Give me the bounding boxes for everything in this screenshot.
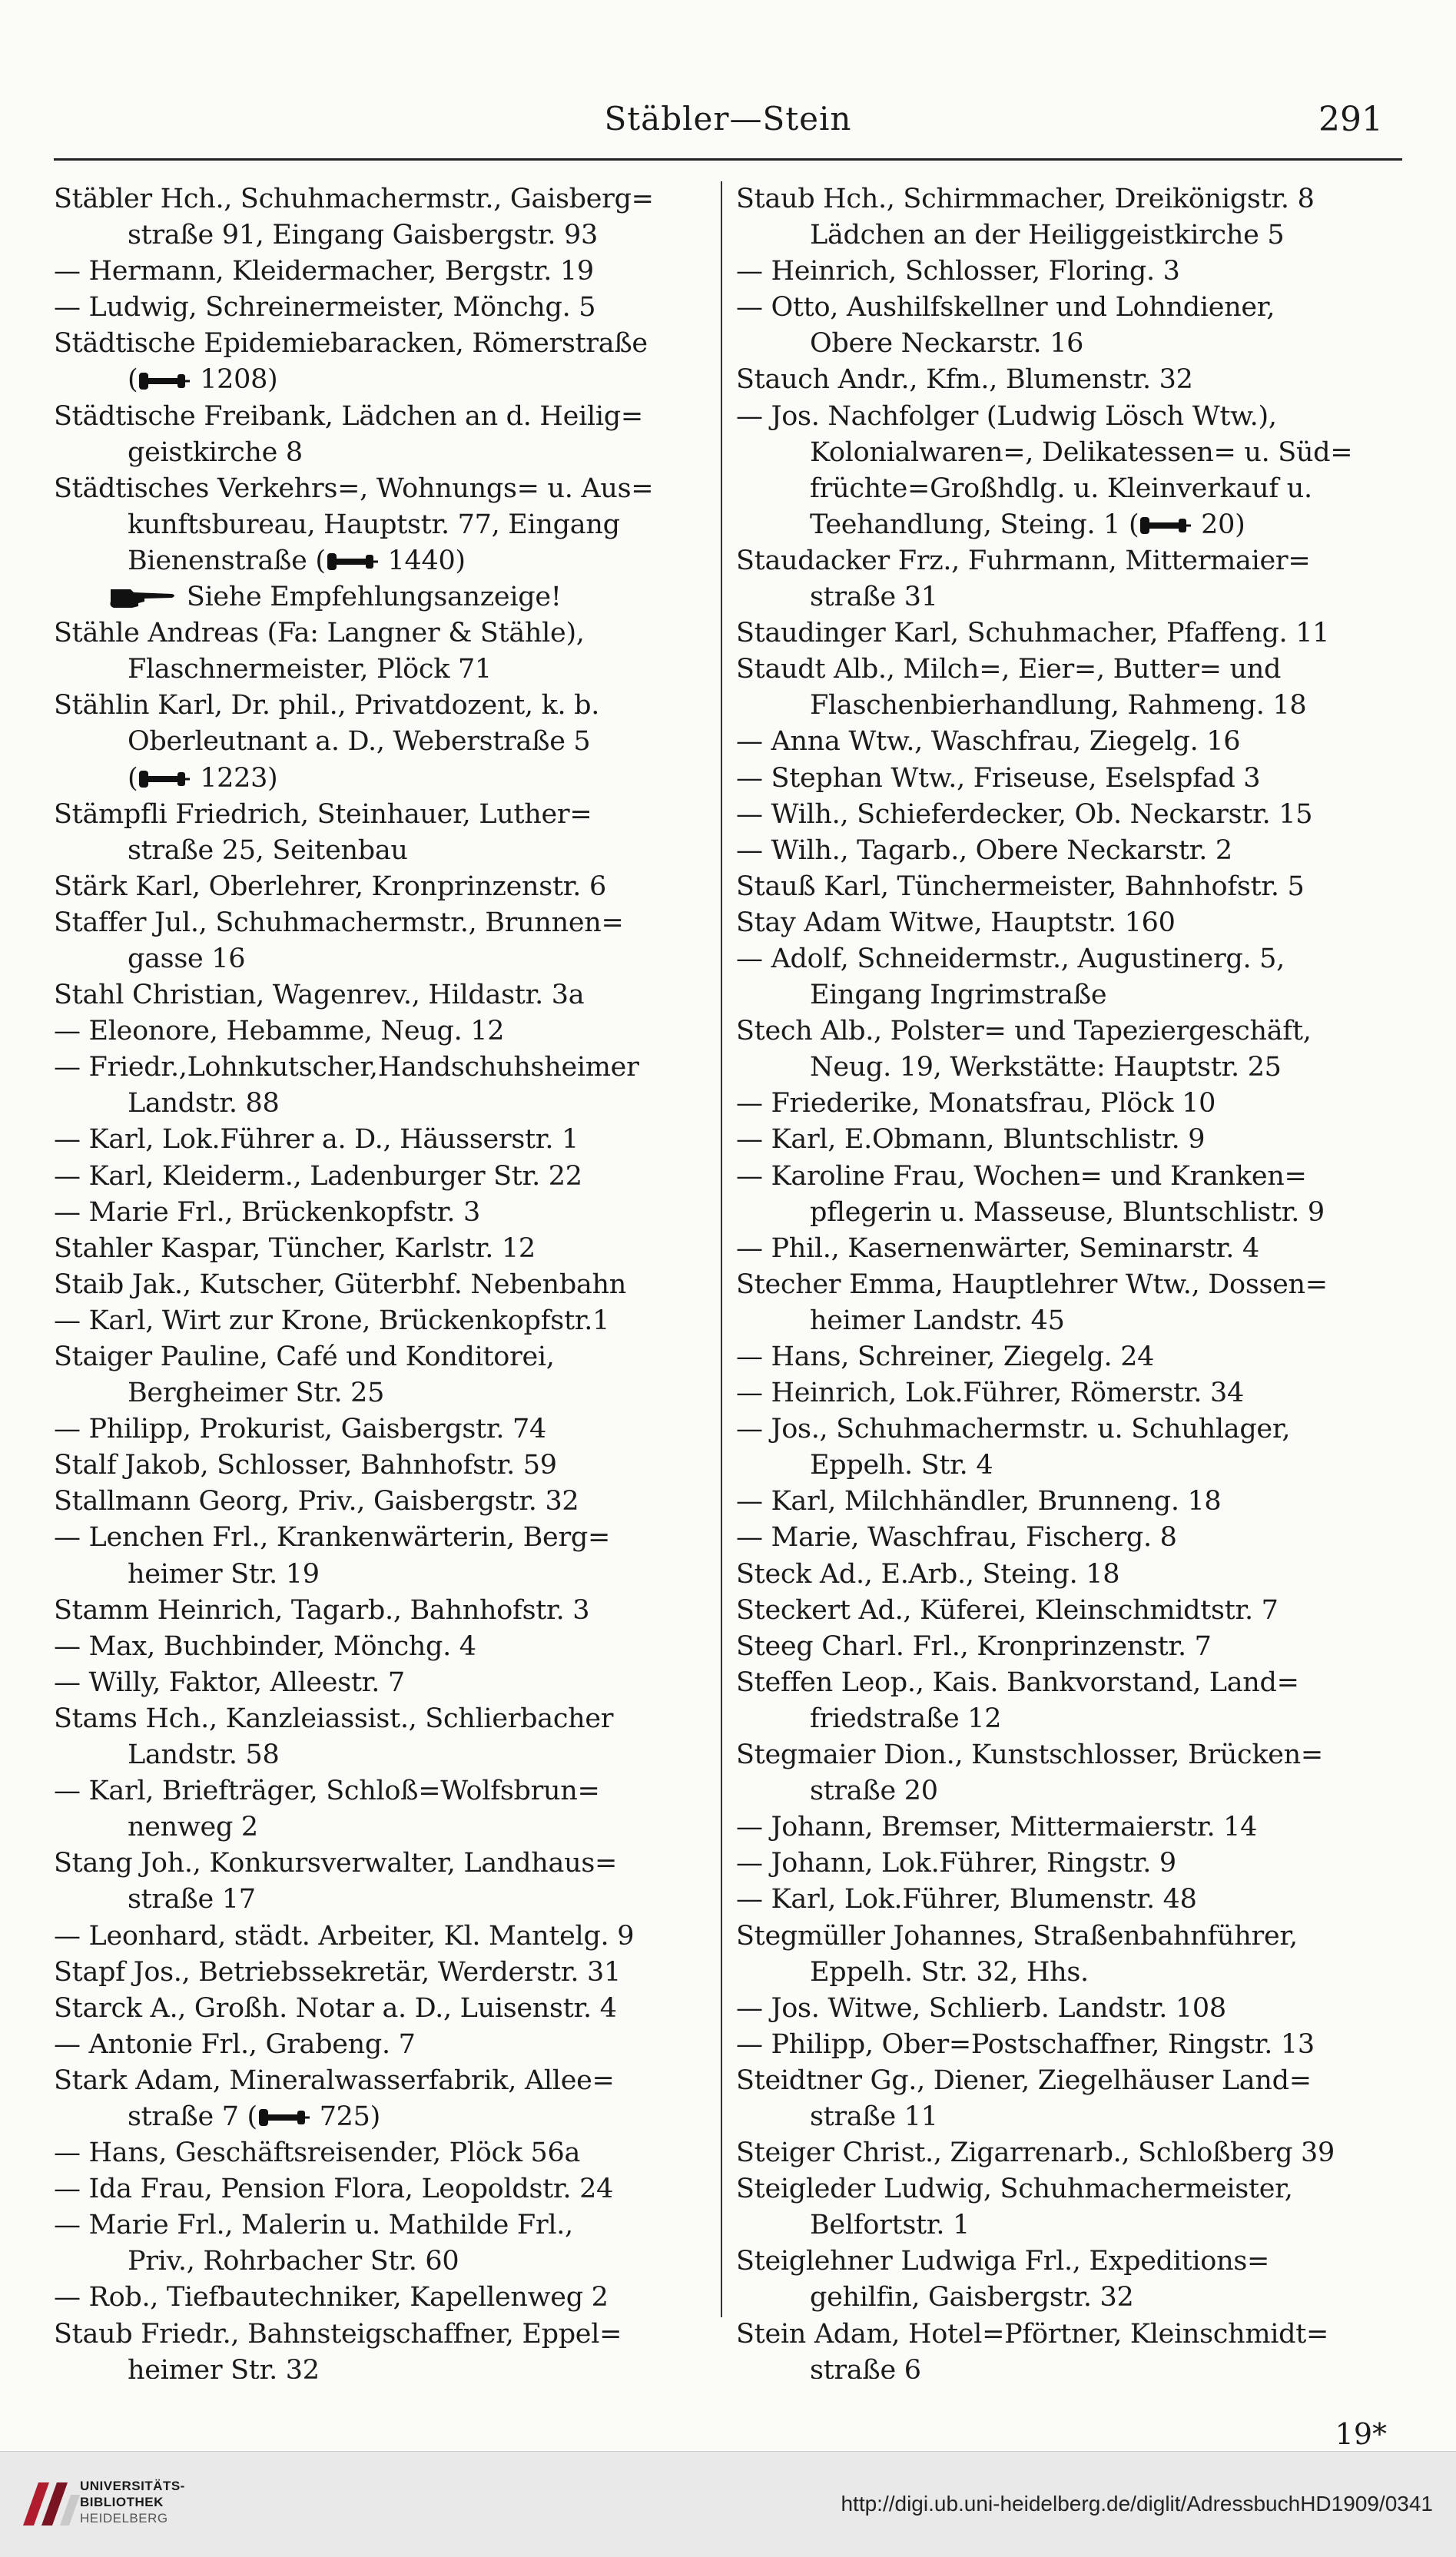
directory-line <box>736 1267 1397 1303</box>
directory-line <box>54 1231 707 1267</box>
running-head: Stäbler—Stein <box>604 100 852 138</box>
entry-text: Stamm Heinrich, Tagarb., Bahnhofstr. 3 <box>54 1594 590 1626</box>
library-name <box>80 2478 185 2526</box>
entry-text: — Jos. Witwe, Schlierb. Landstr. 108 <box>736 1992 1226 2024</box>
entry-text: — Wilh., Tagarb., Obere Neckarstr. 2 <box>736 834 1232 866</box>
entry-text: Städtisches Verkehrs=, Wohnungs= u. Aus= <box>54 473 654 504</box>
directory-line <box>736 1593 1397 1629</box>
directory-line <box>736 1411 1397 1448</box>
telephone-icon <box>1139 514 1192 537</box>
directory-line <box>54 761 707 797</box>
directory-line <box>54 181 707 217</box>
entry-text: Landstr. 88 <box>128 1088 280 1119</box>
entry-text: heimer Str. 19 <box>128 1558 320 1590</box>
directory-line <box>736 2317 1397 2353</box>
entry-text: straße 6 <box>810 2354 921 2379</box>
telephone-icon <box>138 370 191 393</box>
directory-line <box>736 1159 1397 1195</box>
entry-text: 1223) <box>200 762 278 794</box>
entry-text: Stählin Karl, Dr. phil., Privatdozent, k. b. <box>54 690 600 721</box>
entry-text: — Heinrich, Lok.Führer, Römerstr. 34 <box>736 1378 1244 1409</box>
entry-text: Staudt Alb., Milch=, Eier=, Butter= und <box>736 654 1282 685</box>
directory-line <box>736 2063 1397 2099</box>
directory-line <box>54 1375 707 1411</box>
directory-line <box>736 615 1397 652</box>
directory-line <box>54 1846 707 1882</box>
entry-text: Stegmüller Johannes, Straßenbahnführer, <box>736 1920 1298 1952</box>
directory-line <box>54 833 707 869</box>
directory-line <box>736 1773 1397 1809</box>
directory-line <box>736 905 1397 941</box>
directory-line <box>54 1955 707 1991</box>
entry-text: — Karl, Lok.Führer, Blumenstr. 48 <box>736 1884 1197 1915</box>
entry-text: — Karl, E.Obmann, Bluntschlistr. 9 <box>736 1124 1206 1156</box>
directory-line <box>54 1267 707 1303</box>
entry-text: — Philipp, Ober=Postschaffner, Ringstr. 13 <box>736 2028 1315 2060</box>
directory-line <box>736 2135 1397 2171</box>
directory-line <box>54 615 707 652</box>
directory-line <box>54 1991 707 2027</box>
entry-text: Lädchen an der Heiliggeistkirche 5 <box>810 220 1285 251</box>
entry-text: früchte=Großhdlg. u. Kleinverkauf u. <box>810 473 1312 504</box>
directory-line <box>736 1339 1397 1375</box>
entry-text: Obere Neckarstr. 16 <box>810 328 1084 360</box>
directory-line <box>54 1303 707 1339</box>
entry-text: — Friederike, Monatsfrau, Plöck 10 <box>736 1088 1216 1119</box>
directory-line <box>736 217 1397 254</box>
entry-text: — Karl, Milchhändler, Brunneng. 18 <box>736 1486 1222 1517</box>
source-url[interactable]: http://digi.ub.uni-heidelberg.de/diglit/AdressbuchHD1909/0341 <box>841 2492 1433 2516</box>
directory-line <box>54 1339 707 1375</box>
entry-text: Neug. 19, Werkstätte: Hauptstr. 25 <box>810 1052 1282 1083</box>
directory-line <box>54 362 707 398</box>
entry-text: Priv., Rohrbacher Str. 60 <box>128 2246 459 2277</box>
directory-line <box>736 362 1397 398</box>
directory-line <box>54 1919 707 1955</box>
directory-line <box>736 1846 1397 1882</box>
entry-text: Staib Jak., Kutscher, Güterbhf. Nebenbahn <box>54 1269 627 1300</box>
directory-line <box>54 977 707 1013</box>
directory-line <box>736 290 1397 326</box>
directory-line <box>54 217 707 254</box>
entry-text: — Rob., Tiefbautechniker, Kapellenweg 2 <box>54 2282 609 2313</box>
entry-text: Steck Ad., E.Arb., Steing. 18 <box>736 1558 1120 1590</box>
entry-text: Eingang Ingrimstraße <box>810 980 1107 1011</box>
directory-line <box>54 1086 707 1122</box>
telephone-number: 20) <box>1192 509 1245 540</box>
directory-line <box>736 1809 1397 1846</box>
directory-line <box>736 1484 1397 1520</box>
directory-line <box>736 797 1397 833</box>
entry-text: — Marie, Waschfrau, Fischerg. 8 <box>736 1522 1177 1554</box>
entry-text: friedstraße 12 <box>810 1703 1002 1734</box>
directory-line <box>54 1013 707 1050</box>
directory-line <box>54 869 707 905</box>
directory-line <box>736 1737 1397 1773</box>
directory-line <box>736 2207 1397 2244</box>
directory-line <box>736 1448 1397 1484</box>
entry-text: — Ludwig, Schreinermeister, Mönchg. 5 <box>54 292 596 323</box>
directory-line <box>54 941 707 977</box>
directory-line <box>736 941 1397 977</box>
directory-line <box>54 1484 707 1520</box>
directory-line <box>736 652 1397 688</box>
entry-text: heimer Landstr. 45 <box>810 1305 1065 1336</box>
entry-text: Eppelh. Str. 4 <box>810 1450 993 1481</box>
entry-text: straße 20 <box>810 1776 938 1807</box>
entry-text: Stauß Karl, Tünchermeister, Bahnhofstr. 5 <box>736 871 1305 902</box>
entry-text: — Lenchen Frl., Krankenwärterin, Berg= <box>54 1522 611 1554</box>
entry-text: straße 25, Seitenbau <box>128 834 408 866</box>
telephone-icon <box>257 2106 311 2129</box>
directory-line <box>54 1411 707 1448</box>
entry-text: — Heinrich, Schlosser, Floring. 3 <box>736 256 1180 287</box>
entry-text: — Hermann, Kleidermacher, Bergstr. 19 <box>54 256 594 287</box>
entry-text: Stähle Andreas (Fa: Langner & Stähle), <box>54 618 585 649</box>
signature-mark: 19* <box>1335 2417 1387 2451</box>
directory-line <box>736 507 1397 543</box>
directory-line <box>736 1882 1397 1918</box>
entry-text: Steidtner Gg., Diener, Ziegelhäuser Land= <box>736 2065 1312 2096</box>
entry-text: Oberleutnant a. D., Weberstraße 5 <box>128 726 591 758</box>
entry-text: Siehe Empfehlungsanzeige! <box>186 582 562 613</box>
entry-text: Flaschenbierhandlung, Rahmeng. 18 <box>810 690 1307 721</box>
entry-text: — Marie Frl., Malerin u. Mathilde Frl., <box>54 2210 573 2241</box>
library-name-line-2: BIBLIOTHEK <box>80 2495 164 2509</box>
directory-line <box>54 1665 707 1701</box>
left-column <box>54 181 707 2379</box>
entry-text: Staiger Pauline, Café und Konditorei, <box>54 1342 555 1372</box>
directory-line <box>736 977 1397 1013</box>
entry-text: Bergheimer Str. 25 <box>128 1378 385 1409</box>
entry-text: Stams Hch., Kanzleiassist., Schlierbacher <box>54 1703 614 1734</box>
directory-line <box>736 1991 1397 2027</box>
directory-line <box>54 2317 707 2353</box>
entry-text: kunftsbureau, Hauptstr. 77, Eingang <box>128 509 620 540</box>
entry-text: — Hans, Schreiner, Ziegelg. 24 <box>736 1342 1155 1372</box>
entry-text: — Phil., Kasernenwärter, Seminarstr. 4 <box>736 1232 1259 1264</box>
entry-text: Stahl Christian, Wagenrev., Hildastr. 3a <box>54 980 585 1011</box>
entry-text: — Jos. Nachfolger (Ludwig Lösch Wtw.), <box>736 400 1277 432</box>
entry-text: — Willy, Faktor, Alleestr. 7 <box>54 1667 405 1698</box>
directory-line <box>54 1629 707 1665</box>
library-name-line-3: HEIDELBERG <box>80 2511 168 2525</box>
directory-line <box>736 2171 1397 2207</box>
entry-text: pflegerin u. Masseuse, Bluntschlistr. 9 <box>810 1196 1325 1228</box>
directory-line <box>736 1955 1397 1991</box>
directory-line <box>54 1557 707 1593</box>
directory-line <box>54 2135 707 2171</box>
entry-text: Stahler Kaspar, Tüncher, Karlstr. 12 <box>54 1232 536 1264</box>
directory-line <box>736 254 1397 290</box>
directory-line <box>54 1593 707 1629</box>
directory-line <box>736 2027 1397 2063</box>
entry-text: Steiger Christ., Zigarrenarb., Schloßberg 39 <box>736 2137 1335 2169</box>
directory-line <box>54 1809 707 1846</box>
directory-line <box>736 724 1397 760</box>
directory-line <box>54 543 707 579</box>
directory-line <box>54 1882 707 1918</box>
entry-text: — Karl, Briefträger, Schloß=Wolfsbrun= <box>54 1776 600 1807</box>
entry-text: Eppelh. Str. 32, Hhs. <box>810 1956 1089 1988</box>
entry-text: Städtische Epidemiebaracken, Römerstraße <box>54 328 648 360</box>
entry-text: Stegmaier Dion., Kunstschlosser, Brücken= <box>736 1739 1323 1771</box>
entry-text: Belfortstr. 1 <box>810 2210 970 2241</box>
directory-line <box>736 869 1397 905</box>
header-rule <box>54 158 1402 161</box>
entry-text: — Stephan Wtw., Friseuse, Eselspfad 3 <box>736 762 1261 794</box>
directory-line <box>54 652 707 688</box>
page-number: 291 <box>1318 100 1383 139</box>
entry-text: straße 91, Eingang Gaisbergstr. 93 <box>128 220 598 251</box>
library-name-line-1: UNIVERSITÄTS- <box>80 2479 185 2493</box>
directory-line <box>54 290 707 326</box>
entry-text: Steeg Charl. Frl., Kronprinzenstr. 7 <box>736 1630 1212 1662</box>
directory-line <box>54 2244 707 2280</box>
entry-text: straße 11 <box>810 2101 938 2132</box>
entry-text: — Eleonore, Hebamme, Neug. 12 <box>54 1016 505 1047</box>
directory-line <box>54 1050 707 1086</box>
telephone-number: 725) <box>310 2101 380 2132</box>
entry-text: — Otto, Aushilfskellner und Lohndiener, <box>736 292 1275 323</box>
entry-text: Stang Joh., Konkursverwalter, Landhaus= <box>54 1848 618 1879</box>
entry-text: Flaschnermeister, Plöck 71 <box>128 654 492 685</box>
directory-line <box>736 1195 1397 1231</box>
entry-text: straße 7 ( <box>128 2101 257 2132</box>
entry-text: straße 17 <box>128 1884 256 1915</box>
entry-text: — Ida Frau, Pension Flora, Leopoldstr. 24 <box>54 2174 614 2205</box>
directory-line <box>54 507 707 543</box>
entry-text: — Karl, Lok.Führer a. D., Häusserstr. 1 <box>54 1124 579 1156</box>
entry-text: — Wilh., Schieferdecker, Ob. Neckarstr. 15 <box>736 798 1313 830</box>
directory-line <box>54 688 707 724</box>
directory-line <box>736 1520 1397 1556</box>
directory-line <box>736 2280 1397 2316</box>
directory-line <box>54 1159 707 1195</box>
entry-text: 1208) <box>200 364 278 396</box>
directory-line <box>736 1701 1397 1737</box>
entry-text: Stauch Andr., Kfm., Blumenstr. 32 <box>736 364 1193 396</box>
entry-text: Stalf Jakob, Schlosser, Bahnhofstr. 59 <box>54 1450 557 1481</box>
entry-text: Stark Adam, Mineralwasserfabrik, Allee= <box>54 2065 615 2096</box>
entry-text: heimer Str. 32 <box>128 2354 320 2379</box>
entry-text: — Marie Frl., Brückenkopfstr. 3 <box>54 1196 481 1228</box>
telephone-number: 1440) <box>379 545 466 576</box>
directory-line <box>54 399 707 435</box>
directory-line <box>736 1122 1397 1158</box>
directory-line <box>736 2099 1397 2135</box>
directory-line <box>54 2280 707 2316</box>
entry-text: Staffer Jul., Schuhmachermstr., Brunnen= <box>54 907 624 938</box>
directory-line <box>736 1231 1397 1267</box>
entry-text: Steigleder Ludwig, Schuhmachermeister, <box>736 2174 1293 2205</box>
footer-bar <box>0 2451 1456 2557</box>
entry-text: — Leonhard, städt. Arbeiter, Kl. Mantelg. 9 <box>54 1920 635 1952</box>
entry-text: — Friedr.,Lohnkutscher,Handschuhsheimer <box>54 1052 639 1083</box>
entry-text: straße 31 <box>810 582 938 613</box>
entry-text: gehilfin, Gaisbergstr. 32 <box>810 2282 1134 2313</box>
directory-line <box>736 543 1397 579</box>
university-library-logo-icon <box>15 2472 89 2539</box>
entry-text: — Karl, Wirt zur Krone, Brückenkopfstr.1 <box>54 1305 610 1336</box>
directory-line <box>736 688 1397 724</box>
entry-text: Staudacker Frz., Fuhrmann, Mittermaier= <box>736 545 1311 576</box>
entry-text: — Anna Wtw., Waschfrau, Ziegelg. 16 <box>736 726 1241 758</box>
directory-line <box>736 326 1397 362</box>
entry-text: — Max, Buchbinder, Mönchg. 4 <box>54 1630 476 1662</box>
paren: ( <box>128 364 138 396</box>
entry-text: gasse 16 <box>128 943 246 974</box>
directory-line <box>54 2063 707 2099</box>
directory-line <box>736 1303 1397 1339</box>
directory-line <box>54 724 707 760</box>
directory-line <box>54 1520 707 1556</box>
directory-line <box>54 254 707 290</box>
entry-text: Staub Friedr., Bahnsteigschaffner, Eppel= <box>54 2318 622 2350</box>
directory-line <box>736 1629 1397 1665</box>
paren: ( <box>128 762 138 794</box>
directory-line <box>54 471 707 507</box>
directory-line <box>54 1448 707 1484</box>
entry-text: — Karoline Frau, Wochen= und Kranken= <box>736 1160 1307 1192</box>
entry-text: Stäbler Hch., Schuhmachermstr., Gaisberg= <box>54 184 654 214</box>
directory-line <box>54 797 707 833</box>
entry-text: Stämpfli Friedrich, Steinhauer, Luther= <box>54 798 592 830</box>
telephone-icon <box>138 768 191 791</box>
entry-text: Stech Alb., Polster= und Tapeziergeschäft, <box>736 1016 1312 1047</box>
directory-line <box>54 1122 707 1158</box>
entry-text: — Karl, Kleiderm., Ladenburger Str. 22 <box>54 1160 582 1192</box>
entry-text: nenweg 2 <box>128 1812 258 1843</box>
entry-text: Starck A., Großh. Notar a. D., Luisenstr. 4 <box>54 1992 617 2024</box>
entry-text: Teehandlung, Steing. 1 ( <box>810 509 1139 540</box>
right-column <box>736 181 1397 2379</box>
directory-line <box>54 905 707 941</box>
entry-text: — Johann, Bremser, Mittermaierstr. 14 <box>736 1812 1258 1843</box>
directory-line <box>736 181 1397 217</box>
directory-line <box>736 1375 1397 1411</box>
directory-line <box>736 1665 1397 1701</box>
entry-text: — Philipp, Prokurist, Gaisbergstr. 74 <box>54 1414 546 1445</box>
telephone-icon <box>326 550 380 573</box>
directory-line <box>54 2207 707 2244</box>
entry-text: — Johann, Lok.Führer, Ringstr. 9 <box>736 1848 1176 1879</box>
directory-line <box>54 2171 707 2207</box>
page-header <box>0 100 1456 161</box>
entry-text: Kolonialwaren=, Delikatessen= u. Süd= <box>810 436 1353 468</box>
entry-text: Steffen Leop., Kais. Bankvorstand, Land= <box>736 1667 1299 1698</box>
directory-line <box>736 435 1397 471</box>
directory-line <box>54 326 707 362</box>
entry-text: Staub Hch., Schirmmacher, Dreikönigstr. 8 <box>736 184 1315 214</box>
entry-text: Stay Adam Witwe, Hauptstr. 160 <box>736 907 1176 938</box>
pointing-hand-icon <box>108 585 178 612</box>
entry-text: Stapf Jos., Betriebssekretär, Werderstr. 31 <box>54 1956 621 1988</box>
entry-text: Stallmann Georg, Priv., Gaisbergstr. 32 <box>54 1486 579 1517</box>
directory-line <box>54 2353 707 2379</box>
directory-line <box>736 2244 1397 2280</box>
entry-text: Staudinger Karl, Schuhmacher, Pfaffeng. 11 <box>736 618 1330 649</box>
entry-text: — Hans, Geschäftsreisender, Plöck 56a <box>54 2137 581 2169</box>
directory-line <box>54 1773 707 1809</box>
directory-line <box>54 435 707 471</box>
entry-text: geistkirche 8 <box>128 436 303 468</box>
directory-line <box>736 399 1397 435</box>
directory-line <box>736 1050 1397 1086</box>
directory-line <box>54 2099 707 2135</box>
directory-line <box>736 761 1397 797</box>
directory-line <box>736 1557 1397 1593</box>
directory-line <box>736 579 1397 615</box>
directory-line <box>54 579 707 615</box>
entry-text: Bienenstraße ( <box>128 545 326 576</box>
directory-line <box>736 2353 1397 2379</box>
entry-text: Stecher Emma, Hauptlehrer Wtw., Dossen= <box>736 1269 1328 1300</box>
directory-line <box>736 1086 1397 1122</box>
directory-line <box>54 2027 707 2063</box>
entry-text: Stein Adam, Hotel=Pförtner, Kleinschmidt= <box>736 2318 1329 2350</box>
entry-text: — Jos., Schuhmachermstr. u. Schuhlager, <box>736 1414 1291 1445</box>
directory-line <box>54 1195 707 1231</box>
directory-line <box>736 471 1397 507</box>
entry-text: Städtische Freibank, Lädchen an d. Heilig= <box>54 400 643 432</box>
directory-line <box>54 1701 707 1737</box>
entry-text: — Adolf, Schneidermstr., Augustinerg. 5, <box>736 943 1285 974</box>
entry-text: Stärk Karl, Oberlehrer, Kronprinzenstr. 6 <box>54 871 606 902</box>
entry-text: — Antonie Frl., Grabeng. 7 <box>54 2028 416 2060</box>
entry-text: Steckert Ad., Küferei, Kleinschmidtstr. 7 <box>736 1594 1279 1626</box>
entry-text: Steiglehner Ludwiga Frl., Expeditions= <box>736 2246 1270 2277</box>
directory-line <box>54 1737 707 1773</box>
directory-line <box>736 1919 1397 1955</box>
column-divider <box>721 181 722 2317</box>
directory-line <box>736 1013 1397 1050</box>
entry-text: Landstr. 58 <box>128 1739 280 1771</box>
directory-line <box>736 833 1397 869</box>
